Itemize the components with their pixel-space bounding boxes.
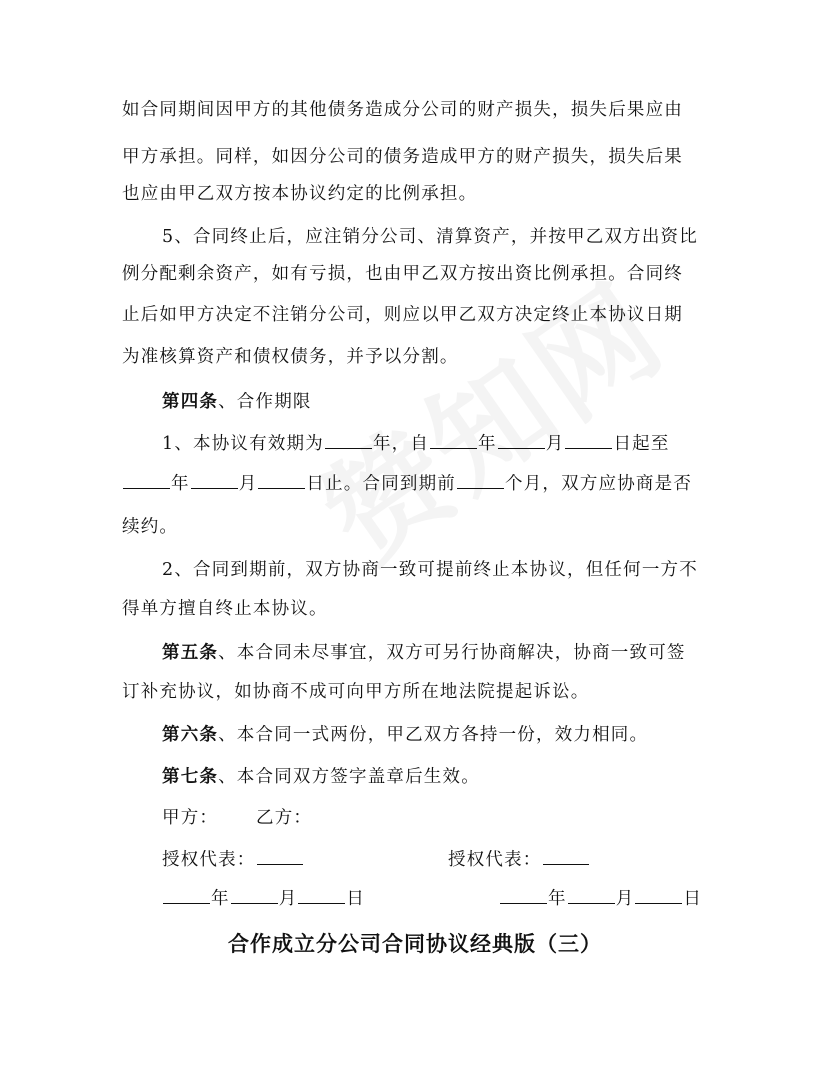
blank-field[interactable] xyxy=(635,887,682,904)
blank-field[interactable] xyxy=(498,432,545,449)
watermark xyxy=(285,237,693,595)
rep-b-field[interactable] xyxy=(543,848,589,865)
article-5-line-1 xyxy=(162,641,686,665)
date-b-day: 日 xyxy=(683,889,703,909)
clause-1-text-g: 月 xyxy=(238,474,258,494)
blank-field[interactable] xyxy=(565,432,612,449)
clause-5-line-1: 5、合同终止后，应注销分公司、清算资产，并按甲乙双方出资比 xyxy=(162,227,698,247)
clause-5-line-2: 例分配剩余资产，如有亏损，也由甲乙双方按出资比例承担。合同终 xyxy=(122,264,683,284)
date-b-year: 年 xyxy=(548,889,567,909)
rep-b-label: 授权代表： xyxy=(448,850,542,870)
article-6-label: 第六条 xyxy=(162,725,219,745)
clause-1-line-3: 续约。 xyxy=(122,517,179,537)
blank-field[interactable] xyxy=(298,887,345,904)
article-4-title: 、合作期限 xyxy=(218,392,312,412)
blank-field[interactable] xyxy=(163,887,210,904)
blank-field[interactable] xyxy=(325,432,372,449)
clause-5-line-4: 为准核算资产和债权债务，并予以分割。 xyxy=(122,347,459,367)
date-b-line xyxy=(499,887,702,911)
clause-1-text-h: 日止。合同到期前 xyxy=(306,474,457,494)
clause-1-text-a: 1、本协议有效期为 xyxy=(162,434,324,454)
blank-field[interactable] xyxy=(500,887,547,904)
date-a-day: 日 xyxy=(346,889,366,909)
paragraph-line-2: 甲方承担。同样，如因分公司的债务造成甲方的财产损失，损失后果 xyxy=(122,147,683,167)
clause-2-line-2: 得单方擅自终止本协议。 xyxy=(122,599,328,619)
blank-field[interactable] xyxy=(430,432,477,449)
rep-a-label: 授权代表： xyxy=(162,850,256,870)
article-7-line xyxy=(162,765,480,789)
article-4-label: 第四条 xyxy=(162,392,219,412)
clause-1-line-2 xyxy=(122,472,692,496)
date-b-month: 月 xyxy=(615,889,635,909)
article-7-text: 、本合同双方签字盖章后生效。 xyxy=(218,767,480,787)
blank-field[interactable] xyxy=(568,887,615,904)
blank-field[interactable] xyxy=(457,472,504,489)
article-5-line-2: 订补充协议，如协商不成可向甲方所在地法院提起诉讼。 xyxy=(122,682,590,702)
blank-field[interactable] xyxy=(191,472,238,489)
clause-1-text-d: 月 xyxy=(545,434,565,454)
date-a-line xyxy=(162,887,365,911)
section-title: 合作成立分公司合同协议经典版（三） xyxy=(228,931,602,956)
rep-b-line xyxy=(448,848,590,872)
rep-a-line xyxy=(162,848,304,872)
clause-5-line-3: 止后如甲方决定不注销分公司，则应以甲乙双方决定终止本协议日期 xyxy=(122,305,683,325)
clause-1-text-f: 年 xyxy=(171,474,190,494)
clause-1-text-e: 日起至 xyxy=(613,434,670,454)
clause-1-text-b: 年，自 xyxy=(372,434,430,454)
blank-field[interactable] xyxy=(123,472,170,489)
clause-2-line-1: 2、合同到期前，双方协商一致可提前终止本协议，但任何一方不 xyxy=(162,560,698,580)
clause-1-line-1 xyxy=(162,432,670,456)
rep-a-field[interactable] xyxy=(257,848,303,865)
blank-field[interactable] xyxy=(258,472,305,489)
paragraph-line-3: 也应由甲乙双方按本协议约定的比例承担。 xyxy=(122,184,478,204)
blank-field[interactable] xyxy=(231,887,278,904)
clause-1-text-c: 年 xyxy=(478,434,497,454)
date-a-month: 月 xyxy=(278,889,298,909)
clause-1-text-i: 个月，双方应协商是否 xyxy=(505,474,693,494)
party-a-label: 甲方： xyxy=(162,808,219,828)
article-5-text: 、本合同未尽事宜，双方可另行协商解决，协商一致可签 xyxy=(218,643,686,663)
paragraph-line-1: 如合同期间因甲方的其他债务造成分公司的财产损失，损失后果应由 xyxy=(122,100,683,120)
article-4-heading xyxy=(162,390,312,414)
article-6-text: 、本合同一式两份，甲乙双方各持一份，效力相同。 xyxy=(218,725,649,745)
date-a-year: 年 xyxy=(211,889,230,909)
party-b-label: 乙方： xyxy=(256,808,313,828)
article-6-line xyxy=(162,723,648,747)
article-7-label: 第七条 xyxy=(162,767,219,787)
article-5-label: 第五条 xyxy=(162,643,219,663)
